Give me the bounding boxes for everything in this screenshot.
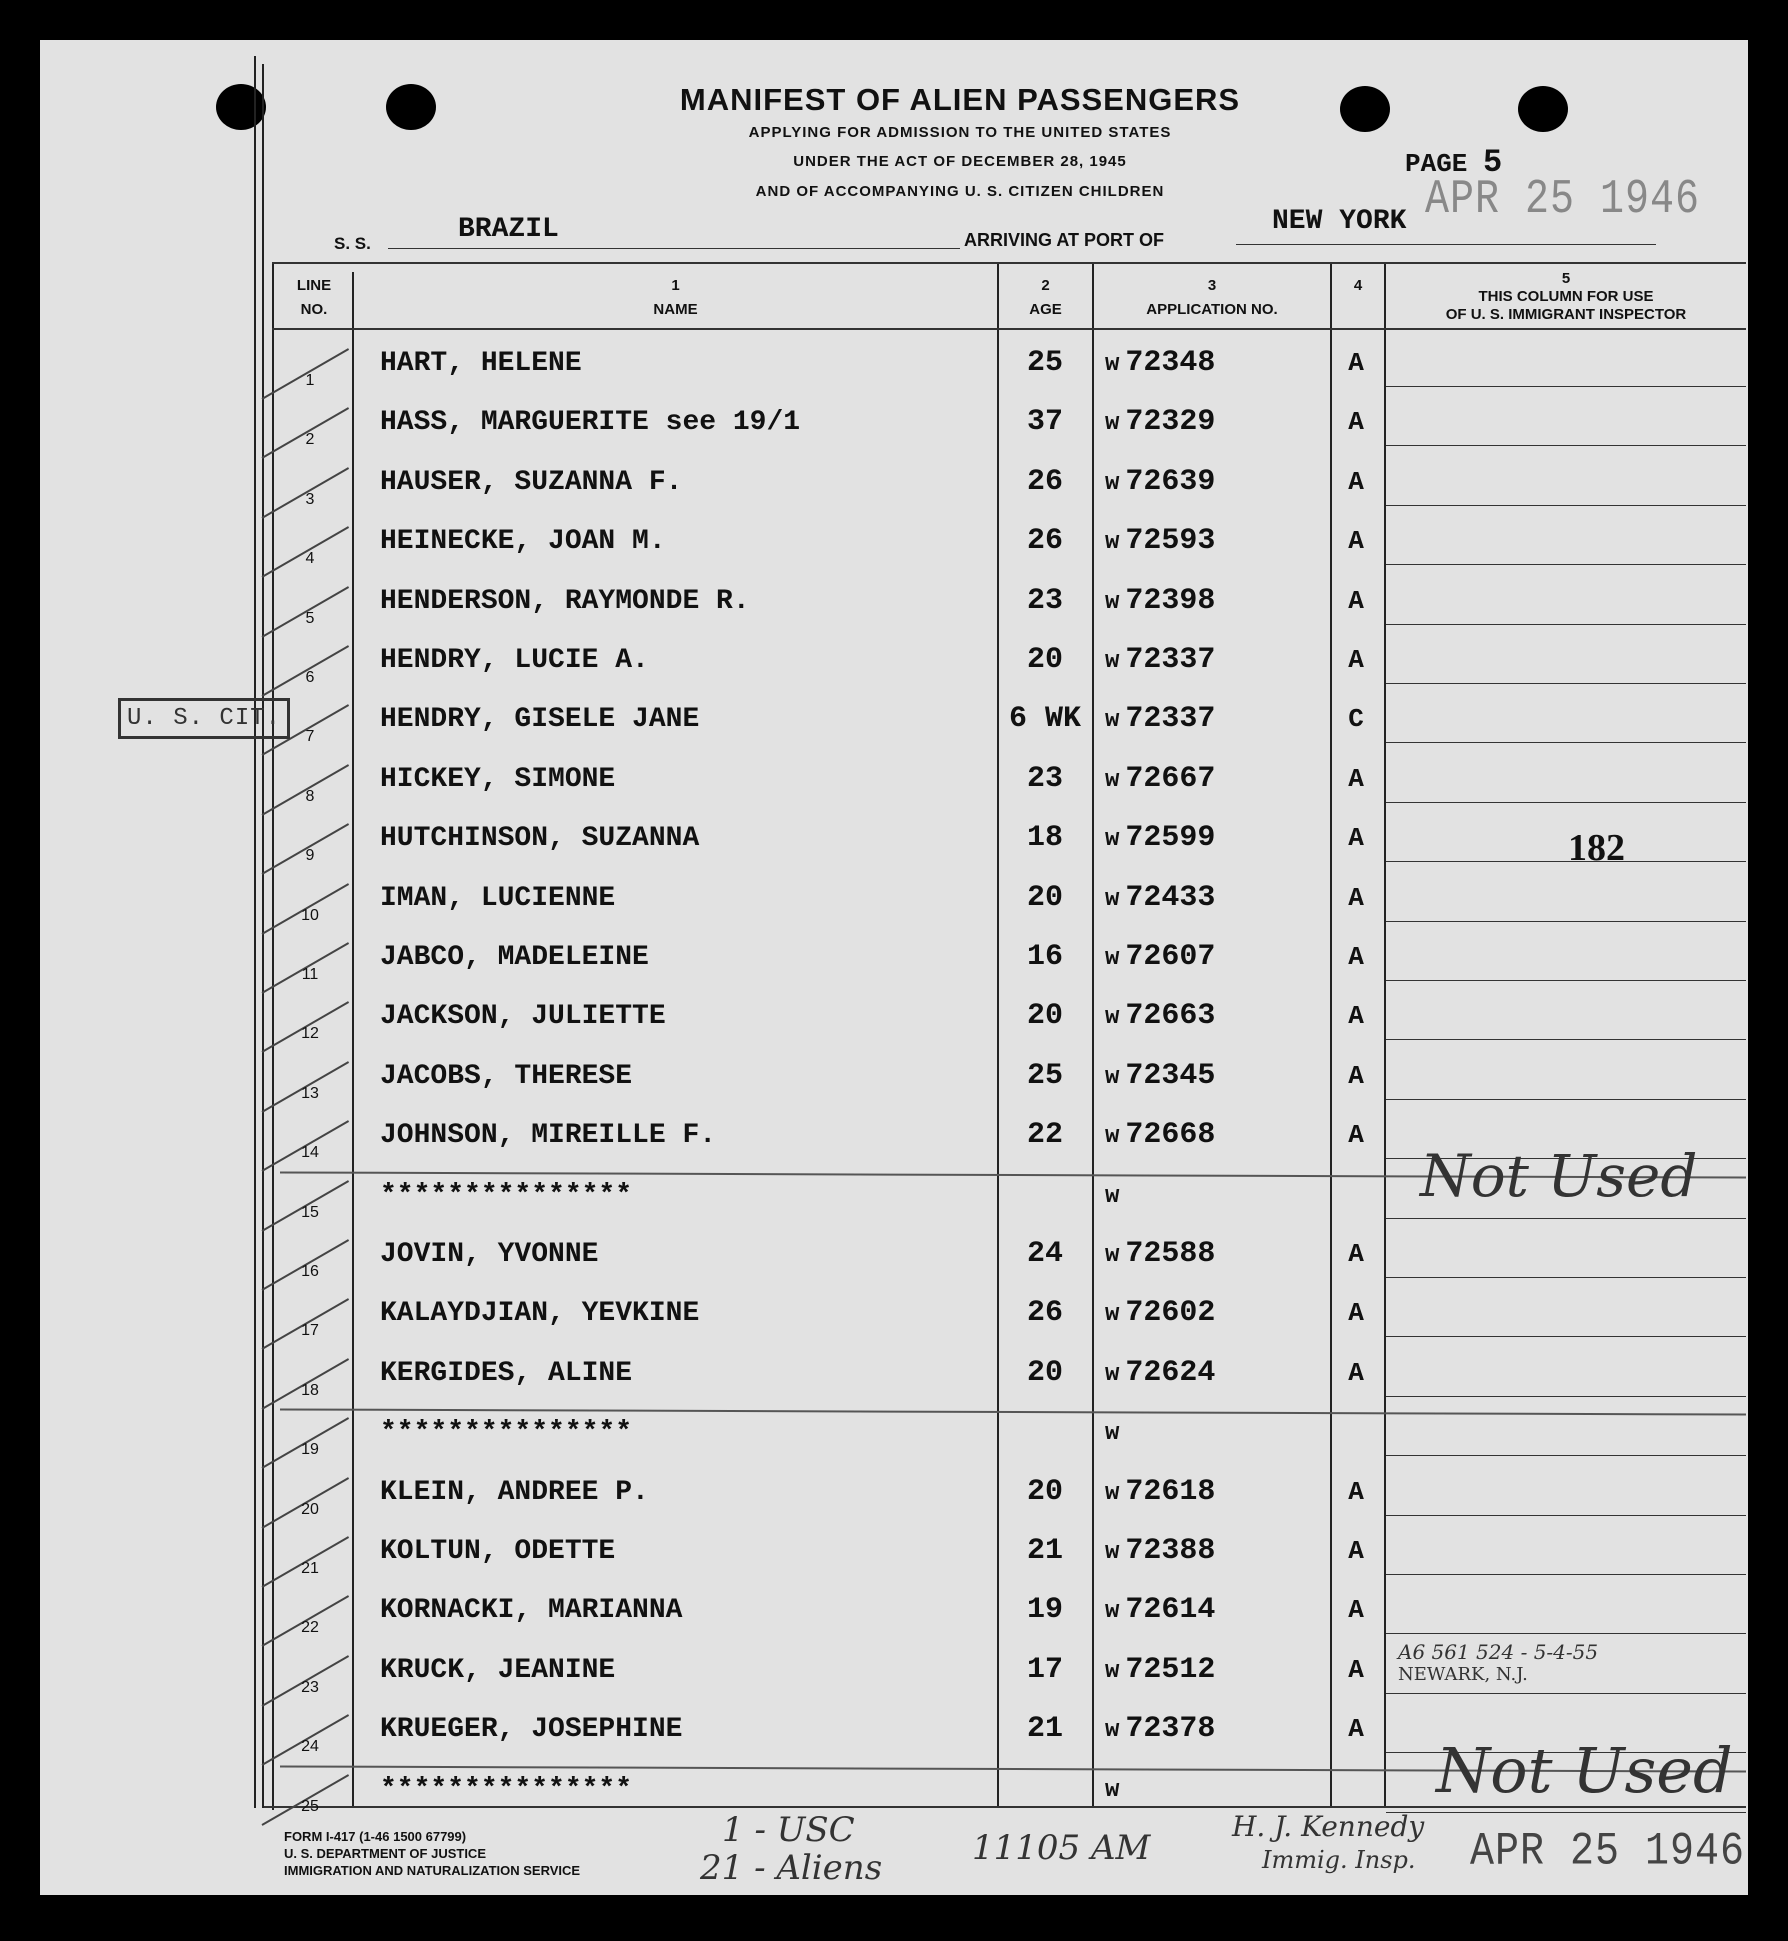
line-number: 8 — [305, 787, 315, 805]
application-prefix: w — [1105, 766, 1120, 794]
application-prefix: w — [1105, 351, 1120, 378]
application-digits: 72348 — [1125, 346, 1216, 380]
line-number: 18 — [301, 1381, 319, 1399]
header-line-3: AND OF ACCOMPANYING U. S. CITIZEN CHILDREN — [755, 183, 1165, 200]
form-footer — [284, 1828, 580, 1879]
application-number — [1105, 1237, 1215, 1271]
line-number: 20 — [301, 1500, 319, 1518]
application-digits: 72668 — [1125, 1118, 1216, 1153]
application-digits: 72624 — [1125, 1355, 1216, 1390]
application-prefix: w — [1105, 826, 1120, 854]
application-digits: 72602 — [1125, 1296, 1216, 1331]
line-number: 21 — [301, 1560, 319, 1577]
passenger-name: *************** — [380, 1179, 633, 1211]
passenger-age: 22 — [1026, 1118, 1063, 1153]
passenger-age: 26 — [1026, 524, 1063, 559]
header-bottom-border — [272, 328, 1746, 330]
admission-class: A — [1348, 585, 1364, 616]
page-number: 5 — [1483, 144, 1503, 181]
application-number — [1105, 940, 1215, 974]
line-number: 14 — [301, 1144, 319, 1162]
margin-rule-2 — [262, 64, 264, 1808]
row-23-note-1: A6 561 524 - 5-4-55 — [1398, 1640, 1599, 1664]
admission-class: A — [1348, 1060, 1364, 1091]
inspector-row-line — [1386, 1574, 1746, 1575]
passenger-age: 19 — [1026, 1593, 1063, 1628]
application-column-header: 3 APPLICATION NO. — [1146, 277, 1278, 318]
admission-class: C — [1348, 704, 1364, 735]
ss-label: S. S. — [334, 234, 371, 253]
passenger-age: 23 — [1026, 761, 1063, 796]
line-number: 9 — [305, 847, 315, 865]
admission-class: A — [1348, 407, 1364, 438]
col-divider-name — [352, 272, 354, 1808]
passenger-name: KOLTUN, ODETTE — [380, 1536, 616, 1567]
application-digits: 72398 — [1125, 583, 1216, 618]
inspector-row-line — [1386, 802, 1746, 803]
admission-class: A — [1348, 1476, 1364, 1507]
application-prefix: w — [1105, 1182, 1120, 1210]
application-prefix: w — [1105, 588, 1120, 616]
application-prefix: w — [1105, 1360, 1120, 1388]
line-number: 15 — [301, 1203, 319, 1221]
col-divider-age — [997, 264, 999, 1808]
inspector-title: Immig. Insp. — [1262, 1846, 1416, 1874]
passenger-name: KALAYDJIAN, YEVKINE — [380, 1298, 700, 1330]
application-digits: 72378 — [1125, 1712, 1216, 1747]
col-divider-app — [1092, 264, 1094, 1808]
passenger-age: 20 — [1026, 1474, 1063, 1509]
class-column-header: 4 — [1353, 277, 1363, 294]
passenger-age: 20 — [1026, 880, 1063, 915]
passenger-name: KORNACKI, MARIANNA — [380, 1595, 683, 1627]
ship-underline — [388, 248, 960, 249]
application-prefix: w — [1105, 1123, 1120, 1151]
application-digits: 72667 — [1125, 761, 1216, 796]
admission-class: A — [1348, 466, 1364, 497]
line-number: 10 — [301, 906, 319, 924]
admission-class: A — [1348, 645, 1364, 675]
admission-class: A — [1348, 1001, 1364, 1032]
passenger-name: KERGIDES, ALINE — [380, 1357, 633, 1389]
application-number — [1105, 1356, 1215, 1390]
inspector-row-line — [1386, 1812, 1746, 1813]
application-number — [1105, 346, 1215, 380]
application-prefix: w — [1105, 648, 1120, 675]
application-number — [1105, 584, 1215, 618]
line-number: 4 — [305, 550, 315, 568]
passenger-name: HICKEY, SIMONE — [380, 763, 616, 795]
line-number: 6 — [305, 669, 315, 686]
passenger-age: 23 — [1026, 583, 1063, 618]
application-number — [1105, 1534, 1215, 1568]
passenger-name: *************** — [380, 1773, 633, 1805]
application-prefix: w — [1105, 1539, 1120, 1566]
application-digits: 72639 — [1125, 464, 1216, 499]
admission-class: A — [1348, 1654, 1364, 1685]
inspector-row-line — [1386, 624, 1746, 625]
application-digits: 72388 — [1125, 1534, 1216, 1568]
passenger-age: 20 — [1026, 643, 1063, 677]
admission-class: A — [1348, 1714, 1364, 1745]
passenger-age: 20 — [1026, 999, 1063, 1034]
header-line-2: UNDER THE ACT OF DECEMBER 28, 1945 — [793, 153, 1127, 170]
application-prefix: w — [1105, 1479, 1120, 1507]
inspector-row-line — [1386, 505, 1746, 506]
inspector-row-line — [1386, 921, 1746, 922]
admission-class: A — [1348, 1357, 1364, 1388]
application-digits: 72433 — [1125, 880, 1216, 915]
application-number — [1105, 762, 1215, 796]
inspector-row-line — [1386, 1693, 1746, 1694]
header-line-1: APPLYING FOR ADMISSION TO THE UNITED STATES — [748, 124, 1172, 141]
application-number — [1105, 405, 1215, 439]
inspector-row-line — [1386, 861, 1746, 862]
table-top-border — [272, 262, 1746, 264]
application-prefix: w — [1105, 1657, 1120, 1685]
inspector-row-line — [1386, 1336, 1746, 1337]
inspector-row-line — [1386, 1633, 1746, 1634]
passenger-name: JACKSON, JULIETTE — [380, 1001, 666, 1033]
inspector-row-line — [1386, 1039, 1746, 1040]
application-prefix: w — [1105, 1004, 1120, 1032]
passenger-name: KLEIN, ANDREE P. — [380, 1476, 649, 1508]
passenger-age: 16 — [1026, 940, 1063, 974]
application-number — [1105, 1772, 1125, 1806]
total-aliens: 21 - Aliens — [700, 1848, 883, 1888]
application-digits: 72588 — [1125, 1237, 1216, 1271]
application-digits: 72337 — [1125, 702, 1216, 737]
service: IMMIGRATION AND NATURALIZATION SERVICE — [284, 1863, 581, 1878]
not-used-line-15: Not Used — [1420, 1142, 1698, 1210]
passenger-name: JOHNSON, MIREILLE F. — [380, 1120, 717, 1152]
line-number: 17 — [301, 1322, 319, 1340]
passenger-age: 24 — [1026, 1237, 1063, 1271]
admission-class: A — [1348, 1239, 1364, 1269]
inspector-row-line — [1386, 1099, 1746, 1100]
passenger-age: 37 — [1026, 405, 1063, 440]
application-digits: 72512 — [1125, 1652, 1216, 1687]
passenger-name: HENDRY, LUCIE A. — [380, 645, 649, 676]
admission-class: A — [1348, 823, 1364, 854]
date-stamp-top: APR 25 1946 — [1425, 173, 1701, 228]
form-number: FORM I-417 (1-46 1500 67799) — [284, 1829, 467, 1844]
line-number: 13 — [301, 1084, 319, 1102]
passenger-age: 21 — [1026, 1712, 1063, 1747]
line-number: 5 — [305, 609, 315, 627]
inspector-row-line — [1386, 683, 1746, 684]
application-digits: 72614 — [1125, 1593, 1216, 1628]
passenger-name: *************** — [380, 1417, 633, 1449]
application-number — [1105, 1059, 1215, 1093]
admission-class: A — [1348, 526, 1364, 557]
application-number — [1105, 1475, 1215, 1509]
application-digits: 72329 — [1125, 405, 1216, 440]
total-usc: 1 - USC — [722, 1810, 855, 1850]
application-number — [1105, 999, 1215, 1033]
application-number — [1105, 524, 1215, 558]
passenger-age: 6 WK — [1008, 702, 1081, 737]
inspector-column-header: 5 THIS COLUMN FOR USE OF U. S. IMMIGRANT INSPECTOR — [1445, 270, 1687, 323]
inspector-row-line — [1386, 980, 1746, 981]
application-number — [1105, 1593, 1215, 1627]
application-number — [1105, 1712, 1215, 1746]
name-column-header: 1 NAME — [653, 277, 698, 318]
line-number: 2 — [305, 431, 315, 449]
passenger-name: HENDERSON, RAYMONDE R. — [380, 585, 750, 617]
line-number: 19 — [301, 1441, 319, 1459]
application-prefix: w — [1105, 945, 1120, 972]
passenger-name: HAUSER, SUZANNA F. — [380, 466, 683, 498]
line-number: 7 — [305, 728, 315, 746]
application-prefix: w — [1105, 529, 1120, 557]
passenger-name: KRUCK, JEANINE — [380, 1654, 616, 1686]
line-number: 16 — [301, 1263, 319, 1280]
passenger-name: HEINECKE, JOAN M. — [380, 526, 666, 558]
application-number — [1105, 1296, 1215, 1330]
inspector-row-line — [1386, 1218, 1746, 1219]
line-number: 11 — [301, 966, 319, 983]
application-digits: 72345 — [1125, 1058, 1216, 1093]
passenger-age: 26 — [1026, 1296, 1063, 1331]
application-digits: 72618 — [1125, 1474, 1216, 1509]
passenger-name: IMAN, LUCIENNE — [380, 882, 616, 914]
application-number — [1105, 1415, 1125, 1449]
line-number: 3 — [305, 490, 315, 508]
line-number: 22 — [301, 1619, 319, 1637]
admission-class: A — [1348, 348, 1364, 378]
application-prefix: w — [1105, 1598, 1120, 1626]
inspector-row-line — [1386, 386, 1746, 387]
application-prefix: w — [1105, 1063, 1120, 1091]
passenger-name: JABCO, MADELEINE — [380, 942, 649, 973]
application-number — [1105, 465, 1215, 499]
admission-class: A — [1348, 1298, 1364, 1329]
inspector-row-line — [1386, 742, 1746, 743]
row-23-note-2: NEWARK, N.J. — [1398, 1664, 1528, 1685]
application-prefix: w — [1105, 707, 1120, 735]
passenger-age: 17 — [1026, 1652, 1063, 1687]
application-prefix: w — [1105, 469, 1120, 497]
passenger-age: 21 — [1026, 1534, 1063, 1568]
punch-hole-4 — [1518, 86, 1568, 132]
application-digits: 72337 — [1125, 643, 1216, 677]
inspector-row-line — [1386, 1455, 1746, 1456]
inspector-row-line — [1386, 564, 1746, 565]
passenger-name: HASS, MARGUERITE see 19/1 — [380, 407, 801, 439]
application-number — [1105, 821, 1215, 855]
admission-class: A — [1348, 942, 1364, 972]
admission-class: A — [1348, 1595, 1364, 1626]
inspector-signature: H. J. Kennedy — [1232, 1810, 1425, 1843]
date-stamp-bottom: APR 25 1946 — [1470, 1826, 1746, 1879]
passenger-name: HENDRY, GISELE JANE — [380, 704, 700, 736]
application-prefix: w — [1105, 1301, 1120, 1329]
inspector-row-line — [1386, 445, 1746, 446]
line-number: 23 — [301, 1678, 319, 1696]
inspector-row-line — [1386, 1396, 1746, 1397]
application-prefix: w — [1105, 885, 1120, 913]
line-number: 25 — [301, 1797, 319, 1815]
passenger-age: 25 — [1026, 1058, 1063, 1093]
inspector-row-line — [1386, 1277, 1746, 1278]
margin-rule-1 — [254, 56, 256, 1808]
application-prefix: w — [1105, 410, 1120, 438]
passenger-age: 20 — [1026, 1355, 1063, 1390]
line-number: 1 — [305, 372, 315, 389]
application-prefix: w — [1105, 1420, 1120, 1448]
admission-class: A — [1348, 763, 1364, 794]
count-182: 182 — [1568, 827, 1625, 869]
admission-class: A — [1348, 1536, 1364, 1566]
application-prefix: w — [1105, 1717, 1120, 1745]
passenger-age: 18 — [1026, 821, 1063, 856]
passenger-name: HUTCHINSON, SUZANNA — [380, 823, 700, 855]
port-underline — [1236, 244, 1656, 245]
punch-hole-2 — [386, 84, 436, 130]
line-number: 24 — [301, 1738, 319, 1756]
passenger-age: 25 — [1026, 346, 1063, 380]
not-used-line-25: Not Used — [1436, 1734, 1733, 1807]
passenger-age: 26 — [1026, 464, 1063, 499]
arrival-time: 11105 AM — [972, 1828, 1151, 1868]
passenger-name: JACOBS, THERESE — [380, 1060, 633, 1092]
application-number — [1105, 643, 1215, 677]
age-column-header: 2 AGE — [1029, 277, 1062, 318]
application-number — [1105, 881, 1215, 915]
page-label: PAGE 5 — [1405, 144, 1503, 181]
punch-hole-1 — [216, 84, 266, 130]
application-digits: 72607 — [1125, 940, 1216, 974]
application-digits: 72663 — [1125, 999, 1216, 1034]
manifest-title: MANIFEST OF ALIEN PASSENGERS — [679, 82, 1241, 117]
line-no-header: LINE NO. — [296, 277, 332, 318]
inspector-row-line — [1386, 1515, 1746, 1516]
application-number — [1105, 1118, 1215, 1152]
application-number — [1105, 1178, 1125, 1212]
admission-class: A — [1348, 1120, 1364, 1151]
passenger-name: KRUEGER, JOSEPHINE — [380, 1714, 683, 1746]
port-name: NEW YORK — [1272, 206, 1407, 237]
application-digits: 72593 — [1125, 524, 1216, 559]
application-number — [1105, 702, 1215, 736]
application-number — [1105, 1653, 1215, 1687]
line-number: 12 — [301, 1025, 319, 1043]
ship-name: BRAZIL — [458, 214, 559, 245]
port-label: ARRIVING AT PORT OF — [964, 230, 1164, 250]
application-prefix: w — [1105, 1242, 1120, 1269]
admission-class: A — [1348, 882, 1364, 913]
application-prefix: w — [1105, 1776, 1120, 1804]
passenger-name: HART, HELENE — [380, 348, 582, 379]
us-citizen-stamp: U. S. CIT. — [118, 698, 290, 739]
passenger-name: JOVIN, YVONNE — [380, 1239, 599, 1270]
col-divider-inspector — [1384, 264, 1386, 1808]
application-digits: 72599 — [1125, 821, 1216, 856]
department: U. S. DEPARTMENT OF JUSTICE — [284, 1846, 486, 1861]
